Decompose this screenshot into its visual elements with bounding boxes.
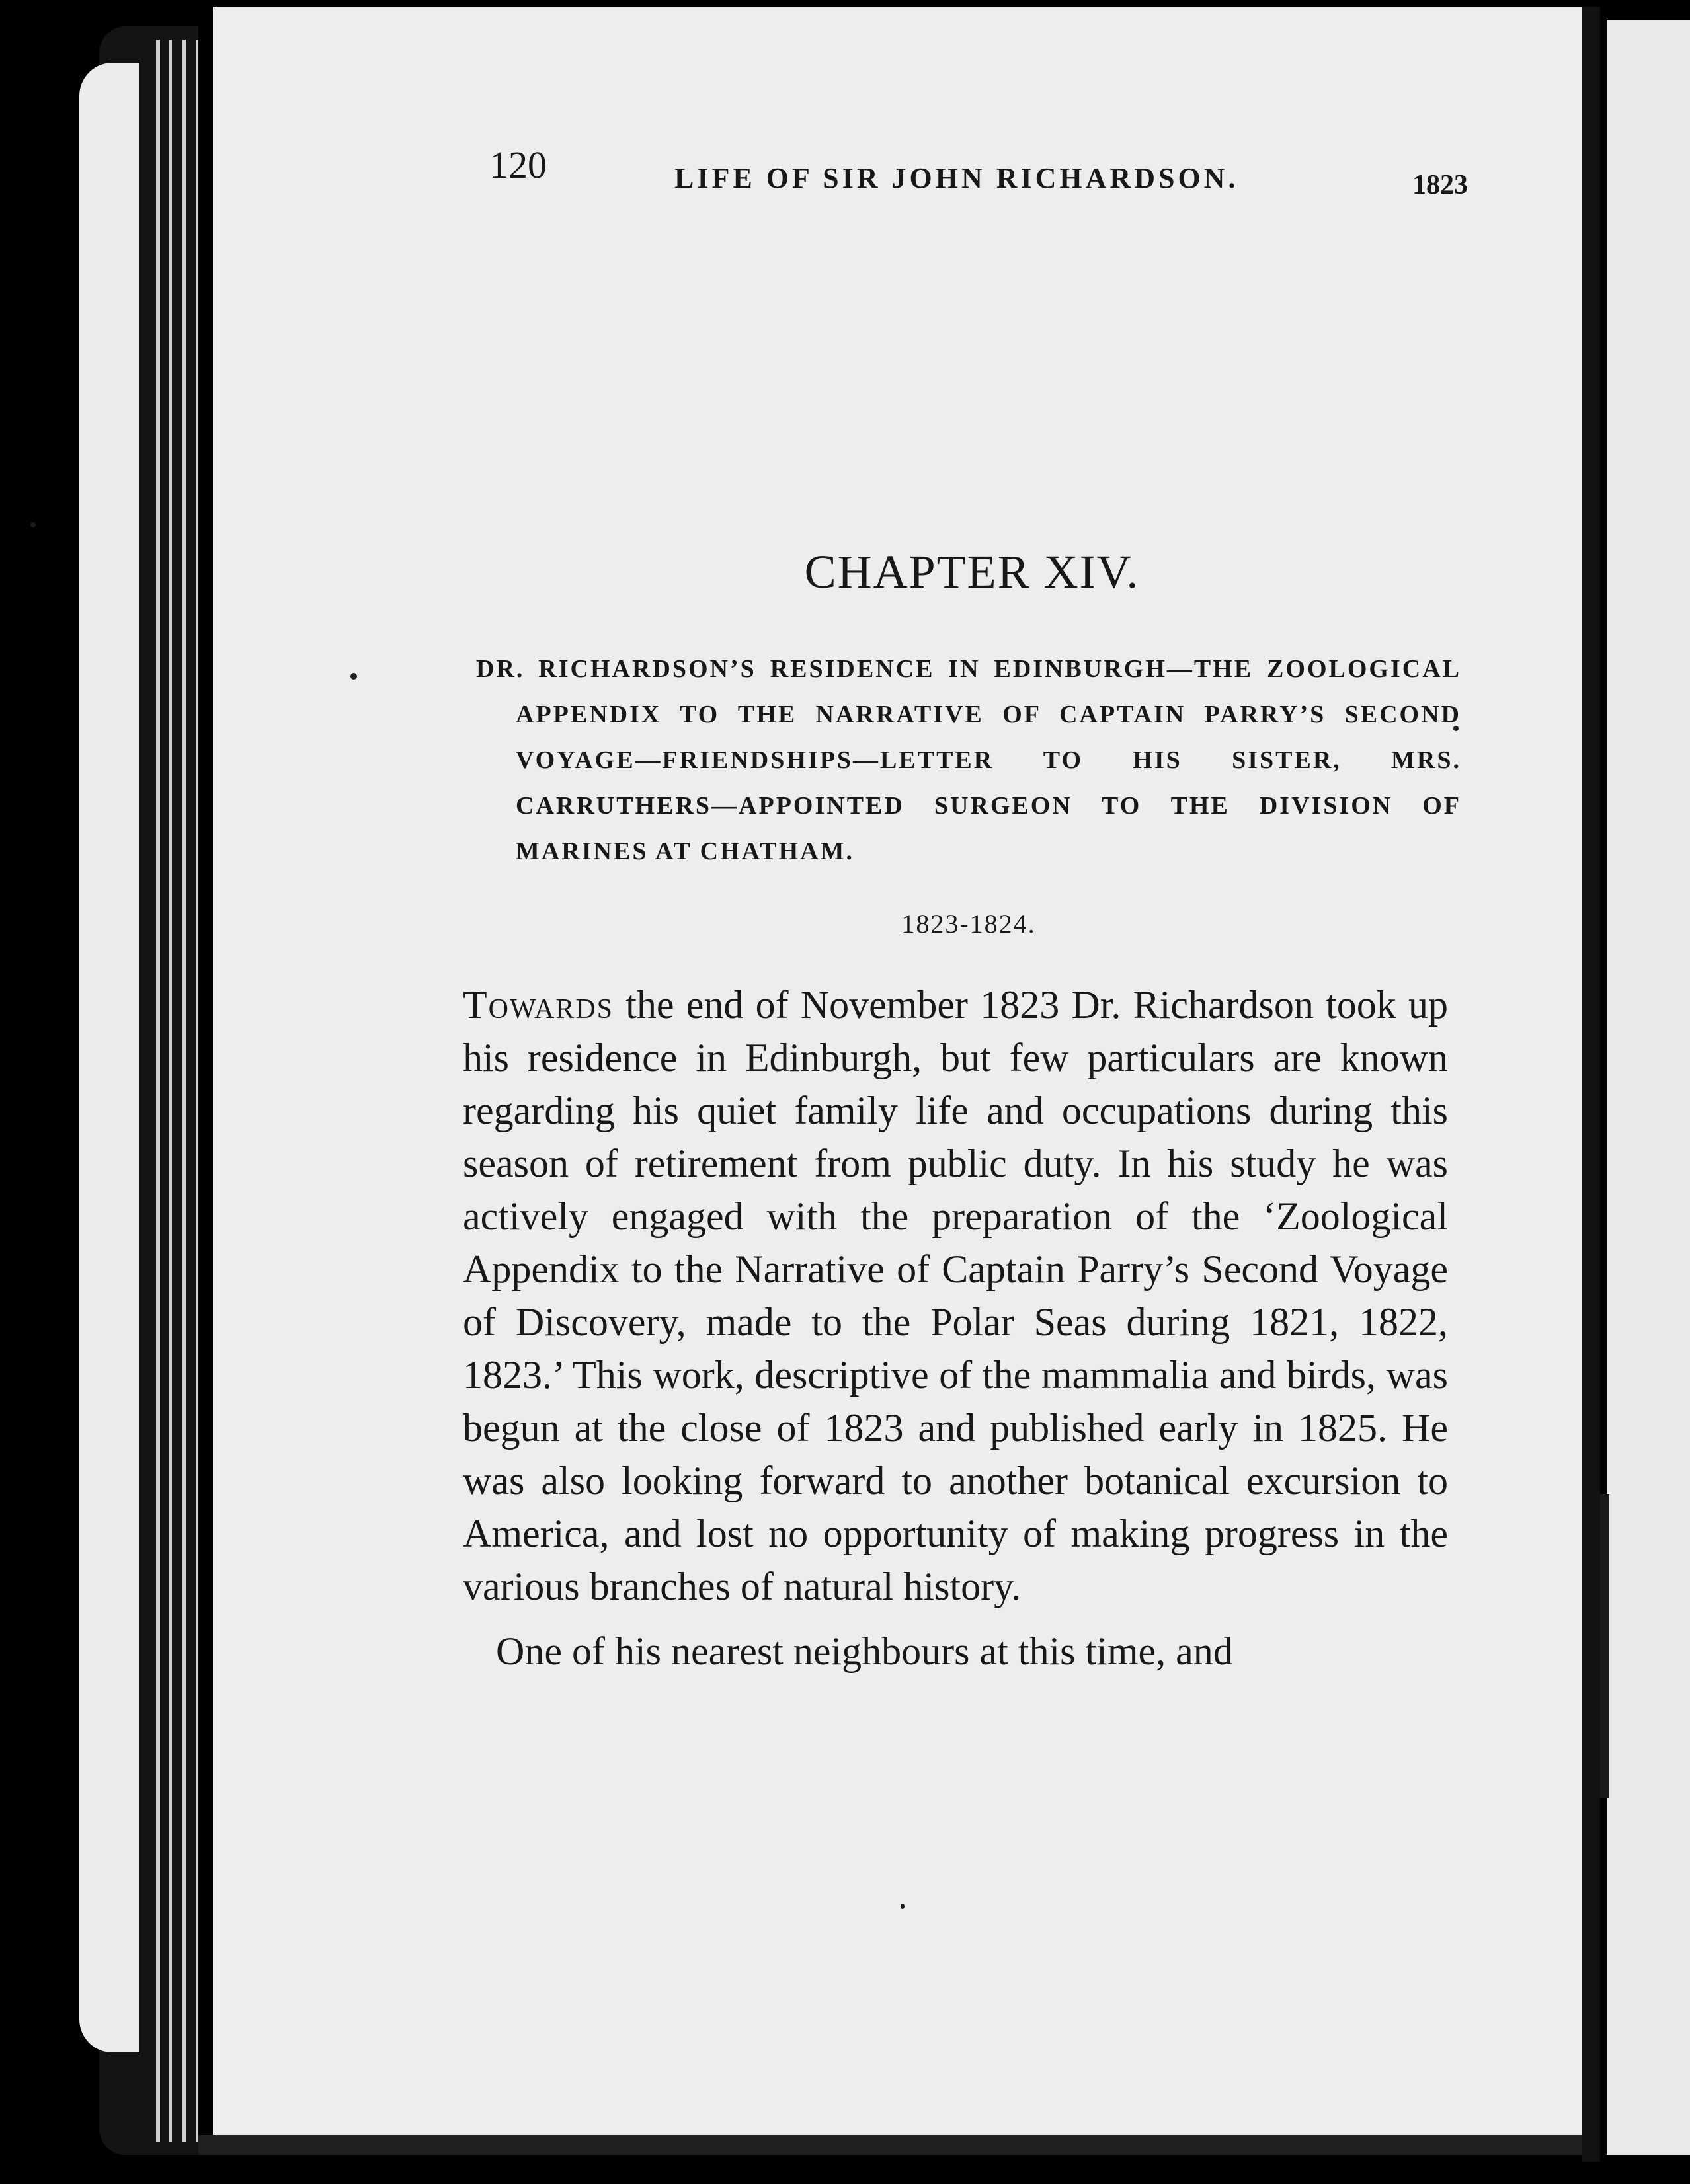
page-stack-edge xyxy=(196,40,198,2142)
page-number: 120 xyxy=(489,143,547,186)
paragraph xyxy=(463,978,1448,1613)
next-page-edge xyxy=(1607,20,1690,2155)
margin-mark xyxy=(1600,1494,1609,1798)
running-head xyxy=(489,142,1468,202)
gutter-shadow xyxy=(1582,7,1600,2162)
ink-speck xyxy=(30,522,36,527)
ink-speck xyxy=(901,1904,905,1909)
page-stack-edge xyxy=(156,40,160,2142)
chapter-title: CHAPTER XIV. xyxy=(804,545,1140,598)
paragraph-text: the end of November 1823 Dr. Richardson took up his residence in Edinburgh, but few particulars are known regarding his quiet family life and occupations during this season of retirement from public duty. In his study he was actively engaged with the preparation of the ‘Zoological Appendix to the Narrative of Captain Parry’s Second Voyage of Discovery, made to the Polar Seas during 1821, 1822, 1823.’ This work, descriptive of the mammalia and birds, was begun at the close of 1823 and published early in 1825. He was also looking forward to another botanical excursion to America, and lost no opportunity of making progress in the various branches of natural history. xyxy=(463,983,1448,1608)
page-stack-edge xyxy=(182,40,186,2142)
paragraph: One of his nearest neighbours at this time, and xyxy=(496,1629,1233,1673)
page-bottom-edge xyxy=(198,2135,1587,2155)
chapter-synopsis xyxy=(476,646,1461,875)
synopsis-text: DR. RICHARDSON’S RESIDENCE IN EDINBURGH—THE ZOOLOGICAL APPENDIX TO THE NARRATIVE OF CAPTAIN PARRY’S SECOND VOYAGE—FRIENDSHIPS—LETTER TO HIS SISTER, MRS. CARRUTHERS—APPOINTED SURGEON TO THE DIVISION OF MARINES AT CHATHAM. xyxy=(476,655,1461,865)
page-stack-edge xyxy=(169,40,172,2142)
chapter-dates: 1823-1824. xyxy=(901,909,1036,939)
running-title: LIFE OF SIR JOHN RICHARDSON. xyxy=(674,162,1239,194)
ink-speck xyxy=(350,673,357,680)
previous-page-edge xyxy=(79,63,139,2052)
running-year: 1823 xyxy=(1412,170,1468,200)
body-text xyxy=(463,978,1448,1678)
lead-word: Towards xyxy=(463,983,614,1027)
